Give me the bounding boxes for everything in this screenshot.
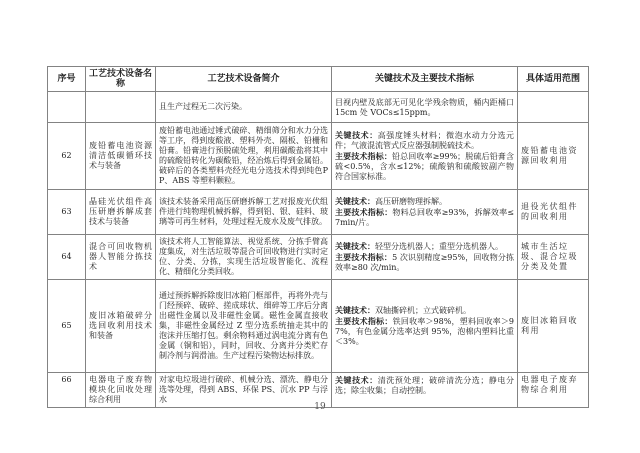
cell-scope: 电器电子废弃物综合利用: [518, 373, 589, 408]
cell-key-tech: [332, 235, 518, 280]
table-row: [48, 123, 589, 190]
key-tech-segment: [335, 252, 514, 273]
key-tech-text: 高强度锤头材料；微泡水动力分选元件；气液混流管式反应器强制脱硫技术。: [335, 131, 514, 150]
cell-serial-number: [48, 92, 86, 123]
cell-equipment-name: 废铅蓄电池资源清洁低碳循环技术与装备: [86, 123, 156, 190]
table-row: [48, 92, 589, 123]
cell-equipment-intro: 通过预拆解拆除废旧冰箱门框部件，再将外壳与门经预碎、破碎、搓成球状、细碎等工序后分离出磁性金属以及非磁性金属。磁性金属直接收集，非磁性金属经过 Z 型分选系统抽走其中的泡沫并压缩打包。剩余物料通过涡电流分离有色金属（铜和铝），同时，回收、分离并分类贮存制冷剂与润滑油。生产过程污染物达标排放。: [156, 280, 332, 373]
key-tech-label: 关键技术：: [335, 130, 378, 140]
cell-serial-number: 64: [48, 235, 86, 280]
header-equipment-intro: 工艺技术设备简介: [156, 67, 332, 92]
key-tech-label: 主要技术指标：: [335, 151, 392, 161]
cell-equipment-name: 电器电子废弃物模块化回收处理综合利用: [86, 373, 156, 408]
cell-serial-number: 62: [48, 123, 86, 190]
cell-scope: [518, 92, 589, 123]
key-tech-segment: [335, 130, 514, 151]
key-tech-label: 关键技术：: [335, 375, 378, 385]
key-tech-segment: [335, 97, 514, 118]
key-tech-segment: [335, 375, 514, 396]
equipment-table: [47, 66, 589, 408]
key-tech-segment: [335, 241, 514, 252]
key-tech-text: 双轴撕碎机；立式破碎机。: [375, 306, 471, 315]
key-tech-text: 高压研磨物理拆解。: [375, 197, 447, 206]
cell-equipment-intro: 废铅蓄电池通过锤式破碎、精细筛分和水力分选等工序，得到废酸液、塑料外壳、隔板、铅栅和铅膏。铅膏进行预脱硫处理，利用碳酸盐将其中的硫酸铅转化为碳酸铅，经冶炼后得到金属铅。破碎后的各类塑料壳经光电分选技术得到纯色PP、ABS 等塑料颗粒。: [156, 123, 332, 190]
key-tech-segment: [335, 207, 514, 228]
header-equipment-name: 工艺技术设备名称: [86, 67, 156, 92]
cell-scope: 退役光伏组件的回收利用: [518, 190, 589, 235]
key-tech-segment: [335, 316, 514, 347]
key-tech-label: 关键技术：: [335, 241, 375, 251]
cell-serial-number: 63: [48, 190, 86, 235]
cell-equipment-intro: 该技术将人工智能算法、视觉系统、分拣手臂高度集成，对生活垃圾等混合可回收物进行实时定位、分类、分拣，实现生活垃圾智能化、流程化、精细化分类回收。: [156, 235, 332, 280]
cell-key-tech: [332, 190, 518, 235]
key-tech-label: 主要技术指标：: [335, 207, 393, 217]
key-tech-text: 铁回收率＞98%，塑料回收率＞97%，有色金属分选率达到 95%，泡棉内塑料比重＜3%。: [335, 317, 515, 346]
key-tech-segment: [335, 305, 514, 316]
table-row: [48, 235, 589, 280]
equipment-table-container: [47, 66, 589, 404]
cell-key-tech: [332, 280, 518, 373]
key-tech-text: 目视内壁及底部无可见化学残余物质，桶内距桶口15cm 处 VOCs≤15ppm。: [335, 97, 514, 117]
table-header-row: [48, 67, 589, 92]
key-tech-label: 关键技术：: [335, 305, 375, 315]
cell-scope: 城市生活垃圾、混合垃圾分类及处置: [518, 235, 589, 280]
key-tech-text: 清洗预处理；破碎清洗分选；静电分选；除尘收集；自动控制。: [335, 376, 514, 395]
key-tech-text: 铅总回收率≥99%；脱硫后铅膏含硫<0.5%，含水≤12%；硫酸钠和硫酸铵副产物符合国家标准。: [335, 152, 515, 181]
header-key-tech: 关键技术及主要技术指标: [332, 67, 518, 92]
table-body: [48, 92, 589, 408]
table-row: [48, 190, 589, 235]
cell-serial-number: 65: [48, 280, 86, 373]
key-tech-label: 主要技术指标：: [335, 252, 393, 262]
key-tech-text: 轻型分选机器人；重型分选机器人。: [375, 242, 503, 251]
table-row: [48, 280, 589, 373]
cell-equipment-name: 晶硅光伏组件高压研磨拆解成套技术与装备: [86, 190, 156, 235]
cell-scope: 废旧冰箱回收利用: [518, 280, 589, 373]
cell-equipment-name: 废旧冰箱破碎分选回收利用技术和装备: [86, 280, 156, 373]
cell-scope: 废铅蓄电池资源回收利用: [518, 123, 589, 190]
key-tech-label: 关键技术：: [335, 196, 375, 206]
cell-equipment-intro: 对家电垃圾进行破碎、机械分选、漂洗、静电分选等处理，得到 ABS、环保 PS、沉水 PP 与浮水: [156, 373, 332, 408]
cell-serial-number: 66: [48, 373, 86, 408]
key-tech-text: 物料总回收率≥93%，拆解效率≤7min/片。: [335, 208, 515, 227]
cell-equipment-name: 混合可回收物机器人智能分拣技术: [86, 235, 156, 280]
key-tech-label: 主要技术指标：: [335, 316, 393, 326]
cell-equipment-intro: 该技术装备采用高压研磨拆解工艺对报废光伏组件进行纯物理机械拆解，得到铝、银、硅料、玻璃等可再生材料，处理过程无废水及废气排放。: [156, 190, 332, 235]
header-scope: 具体适用范围: [518, 67, 589, 92]
header-serial-number: 序号: [48, 67, 86, 92]
cell-key-tech: [332, 92, 518, 123]
key-tech-segment: [335, 151, 514, 182]
key-tech-segment: [335, 196, 514, 207]
cell-key-tech: [332, 123, 518, 190]
cell-equipment-intro: 且生产过程无二次污染。: [156, 92, 332, 123]
cell-equipment-name: [86, 92, 156, 123]
key-tech-text: 5 次识别精度≥95%，回收物分拣效率≥80 次/min。: [335, 253, 514, 272]
page-number: 19: [314, 402, 326, 412]
